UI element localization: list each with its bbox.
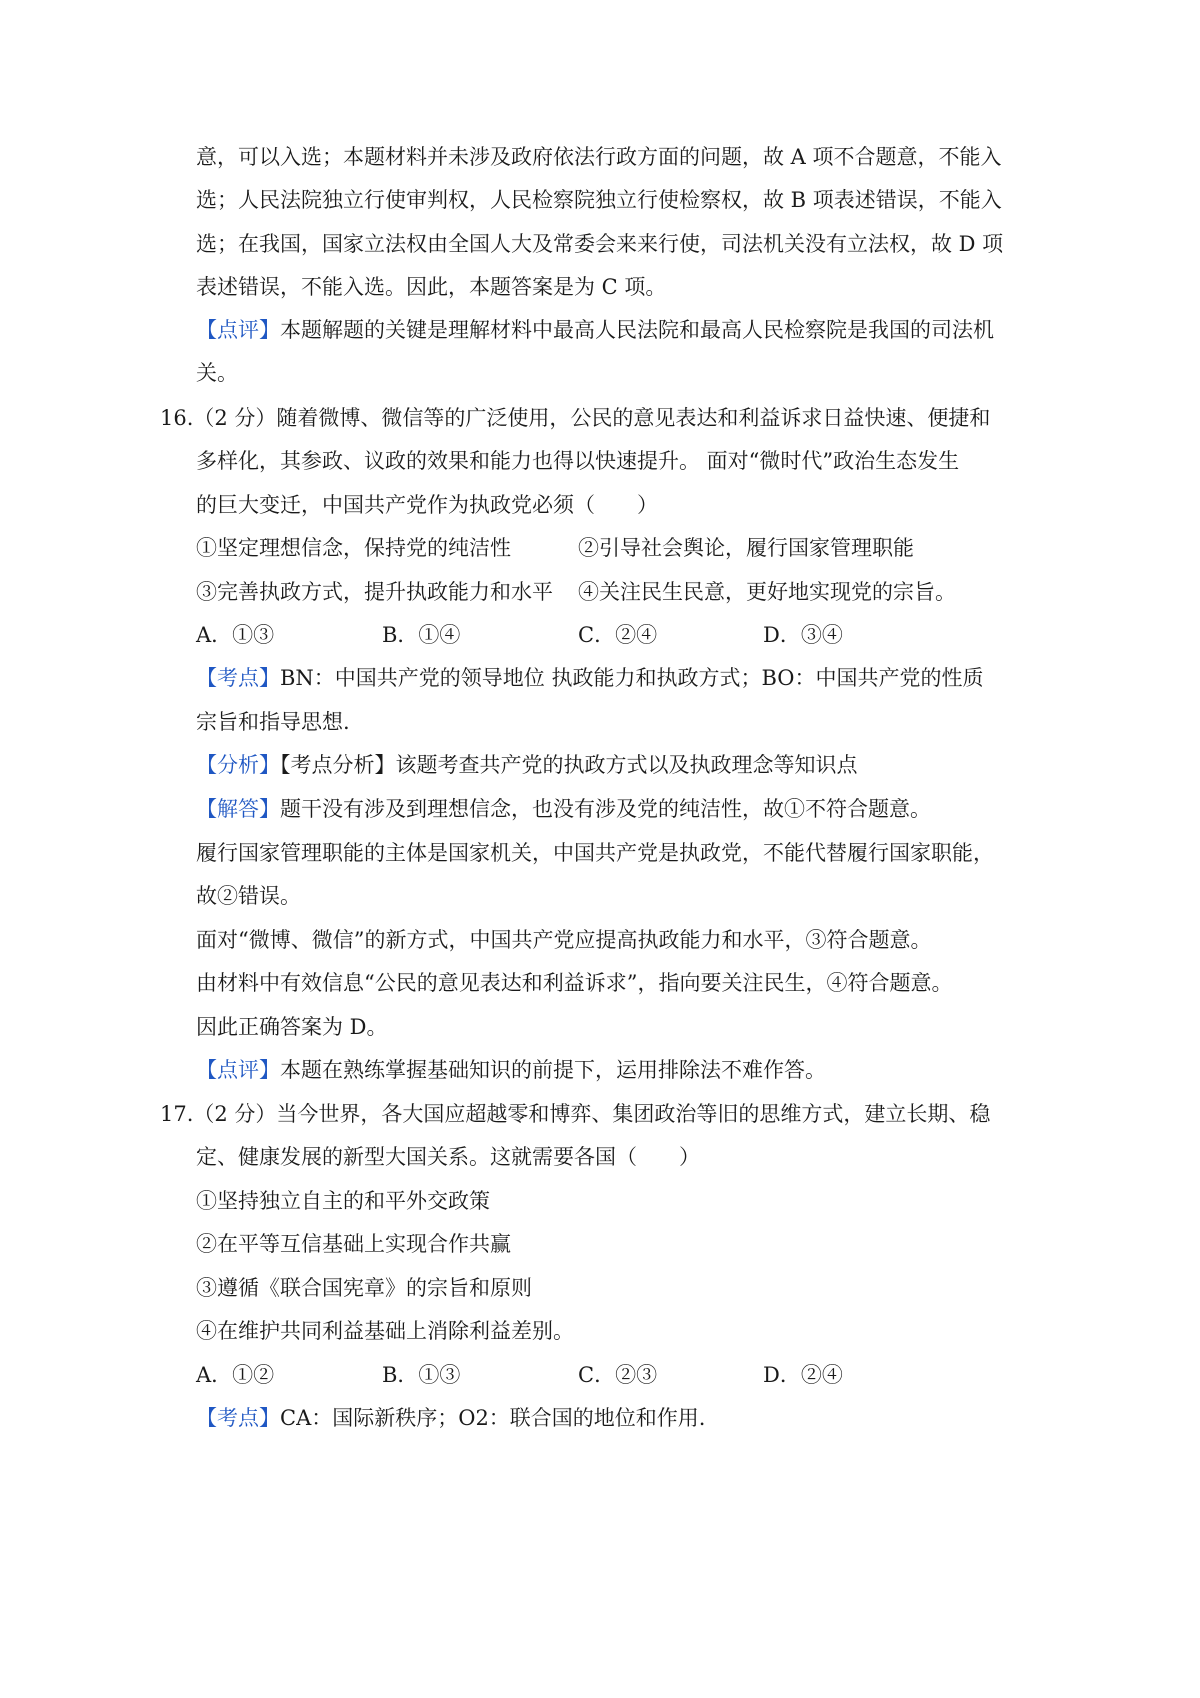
analysis-text: 【考点分析】该题考查共产党的执政方式以及执政理念等知识点 (280, 753, 858, 777)
answer-text: 题干没有涉及到理想信念，也没有涉及党的纯洁性，故①不符合题意。 (280, 797, 931, 821)
q16-kaodian-cont: 宗旨和指导思想. (196, 710, 350, 734)
q17-statement-2: ②在平等互信基础上实现合作共赢 (196, 1232, 511, 1256)
q16-option-d: D．③④ (763, 623, 843, 647)
q17-stem-line: 17.（2 分）当今世界，各大国应超越零和博弈、集团政治等旧的思维方式，建立长期、稳 (160, 1102, 991, 1126)
q17-stem-line: 定、健康发展的新型大国关系。这就需要各国（ ） (196, 1145, 700, 1169)
q16-statement-4: ④关注民生民意，更好地实现党的宗旨。 (578, 580, 956, 604)
q15-review-cont: 关。 (196, 361, 238, 385)
q15-review (196, 315, 994, 345)
q16-answer-line: 面对“微博、微信”的新方式，中国共产党应提高执政能力和水平，③符合题意。 (196, 928, 932, 952)
q17-statement-4: ④在维护共同利益基础上消除利益差别。 (196, 1319, 574, 1343)
q16-kaodian (196, 663, 984, 693)
review-text: 本题解题的关键是理解材料中最高人民法院和最高人民检察院是我国的司法机 (280, 318, 994, 342)
review-tag: 【点评】 (196, 1058, 280, 1082)
kaodian-tag: 【考点】 (196, 666, 280, 690)
review-tag: 【点评】 (196, 318, 280, 342)
q16-answer-line: 故②错误。 (196, 884, 301, 908)
q16-stem-line: 16.（2 分）随着微博、微信等的广泛使用，公民的意见表达和利益诉求日益快速、便捷和 (160, 406, 991, 430)
q16-statement-2: ②引导社会舆论，履行国家管理职能 (578, 536, 914, 560)
q15-explanation-line: 意，可以入选；本题材料并未涉及政府依法行政方面的问题，故 A 项不合题意，不能入 (196, 145, 1002, 169)
q16-analysis (196, 750, 858, 780)
q16-review (196, 1055, 826, 1085)
q16-option-b: B．①④ (382, 623, 461, 647)
q17-option-d: D．②④ (763, 1363, 843, 1387)
q17-option-b: B．①③ (382, 1363, 461, 1387)
q17-statement-1: ①坚持独立自主的和平外交政策 (196, 1189, 490, 1213)
q16-option-a: A．①③ (196, 623, 275, 647)
kaodian-text: BN：中国共产党的领导地位 执政能力和执政方式；BO：中国共产党的性质 (280, 666, 984, 690)
q15-explanation-line: 选；人民法院独立行使审判权，人民检察院独立行使检察权，故 B 项表述错误，不能入 (196, 188, 1002, 212)
answer-tag: 【解答】 (196, 797, 280, 821)
q16-stem-line: 的巨大变迁，中国共产党作为执政党必须（ ） (196, 493, 658, 517)
q16-option-c: C．②④ (578, 623, 658, 647)
q16-statement-1: ①坚定理想信念，保持党的纯洁性 (196, 536, 511, 560)
kaodian-tag: 【考点】 (196, 1406, 280, 1430)
q17-option-c: C．②③ (578, 1363, 658, 1387)
q16-answer-line: 由材料中有效信息“公民的意见表达和利益诉求”，指向要关注民生，④符合题意。 (196, 971, 953, 995)
q16-answer (196, 794, 931, 824)
q17-statement-3: ③遵循《联合国宪章》的宗旨和原则 (196, 1276, 532, 1300)
review-text: 本题在熟练掌握基础知识的前提下，运用排除法不难作答。 (280, 1058, 826, 1082)
q17-option-a: A．①② (196, 1363, 275, 1387)
q15-explanation-line: 选；在我国，国家立法权由全国人大及常委会来来行使，司法机关没有立法权，故 D 项 (196, 232, 1004, 256)
q15-explanation-line: 表述错误，不能入选。因此，本题答案是为 C 项。 (196, 275, 667, 299)
q16-answer-line: 履行国家管理职能的主体是国家机关，中国共产党是执政党，不能代替履行国家职能， (196, 841, 994, 865)
q17-kaodian (196, 1403, 705, 1433)
q16-statement-3: ③完善执政方式，提升执政能力和水平 (196, 580, 553, 604)
analysis-tag: 【分析】 (196, 753, 280, 777)
q16-stem-line: 多样化，其参政、议政的效果和能力也得以快速提升。 面对“微时代”政治生态发生 (196, 449, 960, 473)
q16-answer-line: 因此正确答案为 D。 (196, 1015, 388, 1039)
kaodian-text: CA：国际新秩序；O2：联合国的地位和作用. (280, 1406, 706, 1430)
